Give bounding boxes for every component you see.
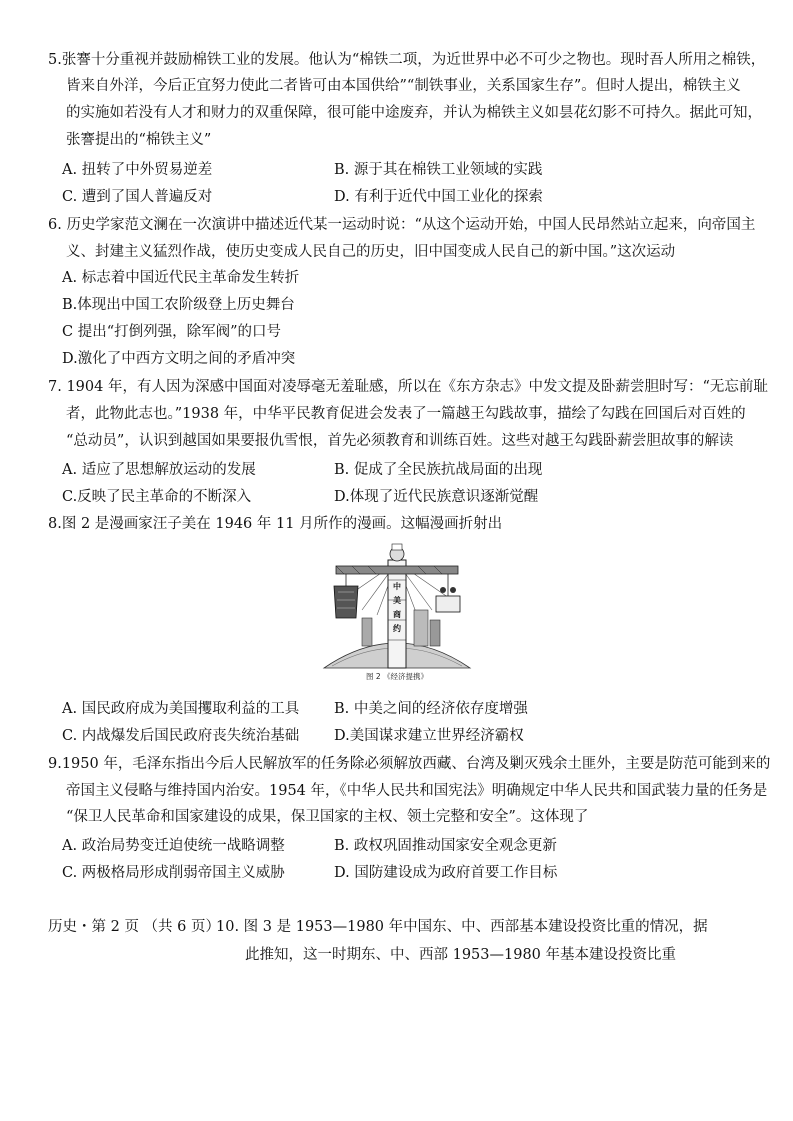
q5-stem-line-3: 的实施如若没有人才和财力的双重保障，很可能中途废弃，并认为棉铁主义如昙花幻影不可持久。据此可知， (66, 105, 762, 121)
q5-option-c: C. 遭到了国人普遍反对 (62, 189, 213, 205)
q9-option-b: B. 政权巩固推动国家安全观念更新 (334, 838, 557, 854)
q8-option-c: C. 内战爆发后国民政府丧失统治基础 (62, 728, 300, 744)
q5-stem-line-1: 5.张謇十分重视并鼓励棉铁工业的发展。他认为“棉铁二项，为近世界中必不可少之物也。现时吾人所用之棉铁， (48, 52, 766, 68)
cartoon-label-char: 美 (393, 596, 401, 605)
q10-stem-line-2: 此推知，这一时期东、中、西部 1953—1980 年基本建设投资比重 (245, 947, 677, 963)
figure-caption: 图 2 《经济提携》 (365, 672, 429, 681)
q9-stem-line-2: 帝国主义侵略与维持国内治安。1954 年，《中华人民共和国宪法》明确规定中华人民共和国武装力量的任务是 (66, 783, 768, 799)
q5-stem-line-2: 皆来自外洋，今后正宜努力使此二者皆可由本国供给”“制铁事业，关系国家生存”。但时人提出，棉铁主义 (66, 78, 741, 94)
q6-stem-line-2: 义、封建主义猛烈作战，使历史变成人民自己的历史，旧中国变成人民自己的新中国。”这次运动 (66, 244, 676, 260)
cartoon-figure (322, 540, 472, 685)
q9-option-c: C. 两极格局形成削弱帝国主义威胁 (62, 865, 285, 881)
q6-option-c: C 提出“打倒列强，除军阀”的口号 (62, 324, 282, 340)
q5-option-d: D. 有利于近代中国工业化的探索 (334, 189, 543, 205)
q9-stem-line-3: “保卫人民革命和国家建设的成果，保卫国家的主权、领土完整和安全”。这体现了 (66, 809, 589, 825)
q5-option-a: A. 扭转了中外贸易逆差 (62, 162, 213, 178)
q6-stem-line-1: 6. 历史学家范文澜在一次演讲中描述近代某一运动时说：“从这个运动开始，中国人民昂然站立起来，向帝国主 (48, 217, 756, 233)
q7-stem-line-1: 7. 1904 年，有人因为深感中国面对凌辱毫无羞耻感，所以在《东方杂志》中发文提及卧薪尝胆时写：“无忘前耻 (48, 379, 768, 395)
q9-option-d: D. 国防建设成为政府首要工作目标 (334, 865, 558, 881)
q8-option-a: A. 国民政府成为美国攫取利益的工具 (62, 701, 300, 717)
q9-stem-line-1: 9.1950 年，毛泽东指出今后人民解放军的任务除必须解放西藏、台湾及剿灭残余土匪外，主要是防范可能到来的 (48, 756, 771, 772)
q7-option-a: A. 适应了思想解放运动的发展 (62, 462, 256, 478)
q8-stem-line-1: 8.图 2 是漫画家汪子美在 1946 年 11 月所作的漫画。这幅漫画折射出 (48, 516, 503, 532)
q6-option-d: D.激化了中西方文明之间的矛盾冲突 (62, 351, 296, 367)
q7-option-b: B. 促成了全民族抗战局面的出现 (334, 462, 543, 478)
q9-option-a: A. 政治局势变迁迫使统一战略调整 (62, 838, 285, 854)
q6-option-b: B.体现出中国工农阶级登上历史舞台 (62, 297, 295, 313)
q7-option-c: C.反映了民主革命的不断深入 (62, 489, 252, 505)
q7-option-d: D.体现了近代民族意识逐渐觉醒 (334, 489, 539, 505)
q8-option-b: B. 中美之间的经济依存度增强 (334, 701, 528, 717)
q7-stem-line-2: 者，此物此志也。”1938 年，中华平民教育促进会发表了一篇越王勾践故事，描绘了勾践在回国后对百姓的 (66, 406, 746, 422)
q10-stem-line-1: 10. 图 3 是 1953—1980 年中国东、中、西部基本建设投资比重的情况，据 (216, 919, 708, 935)
cartoon-label-char: 商 (393, 610, 401, 619)
q6-option-a: A. 标志着中国近代民主革命发生转折 (62, 270, 300, 286)
cartoon-label-char: 约 (393, 624, 401, 633)
q7-stem-line-3: “总动员”，认识到越国如果要报仇雪恨，首先必须教育和训练百姓。这些对越王勾践卧薪尝胆故事的解读 (66, 433, 734, 449)
page-footer-label: 历史・第 2 页 （共 6 页） (48, 919, 220, 935)
q5-stem-line-4: 张謇提出的“棉铁主义” (66, 132, 212, 148)
q5-option-b: B. 源于其在棉铁工业领域的实践 (334, 162, 543, 178)
cartoon-label-char: 中 (393, 582, 401, 591)
q8-option-d: D.美国谋求建立世界经济霸权 (334, 728, 524, 744)
